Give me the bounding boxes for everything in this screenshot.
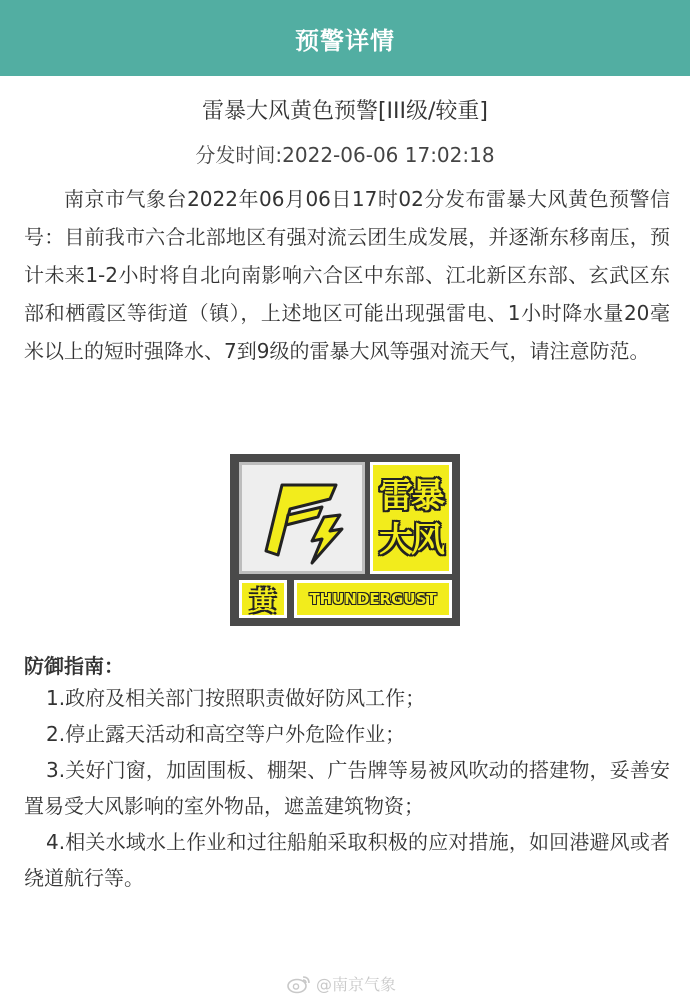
guide-list [24,680,670,896]
warning-body: 南京市气象台2022年06月06日17时02分发布雷暴大风黄色预警信号：目前我市六合北部地区有强对流云团生成发展，并逐渐东移南压，预计未来1-2小时将自北向南影响六合区中东部、江北新区东部、玄武区东部和栖霞区等街道（镇），上述地区可能出现强雷电、1小时降水量20毫米以上的短时强降水、7到9级的雷暴大风等强对流天气，请注意防范。 [24,187,670,363]
issue-time [0,140,690,170]
guide-title: 防御指南： [24,654,124,678]
issue-time-label: 分发时间: [195,143,283,167]
sign-english: THUNDERGUST [309,590,437,608]
thunder-gust-icon [239,462,365,574]
header-bar [0,0,690,76]
watermark [286,972,396,995]
sign-word-line1: 雷暴 [379,476,443,516]
warning-title: 雷暴大风黄色预警[III级/较重] [201,99,489,124]
sign-word-panel [370,462,452,574]
sign-english-box [294,580,452,618]
page-title: 预警详情 [295,26,395,55]
guide-item: 4.相关水域水上作业和过往船舶采取积极的应对措施，如回港避风或者绕道航行等。 [24,830,670,890]
sign-level: 黄 [249,586,276,617]
sign-level-box [239,580,287,618]
guide-item: 2.停止露天活动和高空等户外危险作业； [46,722,406,746]
weibo-icon [286,974,312,994]
watermark-text: @南京气象 [316,975,397,994]
guide-item: 1.政府及相关部门按照职责做好防风工作； [46,686,426,710]
issue-time-value: 2022-06-06 17:02:18 [282,143,495,167]
guide-item: 3.关好门窗，加固围板、棚架、广告牌等易被风吹动的搭建物，妥善安置易受大风影响的室外物品，遮盖建筑物资； [24,758,670,818]
sign-word-line2: 大风 [379,520,443,560]
warning-sign-image [230,454,460,626]
